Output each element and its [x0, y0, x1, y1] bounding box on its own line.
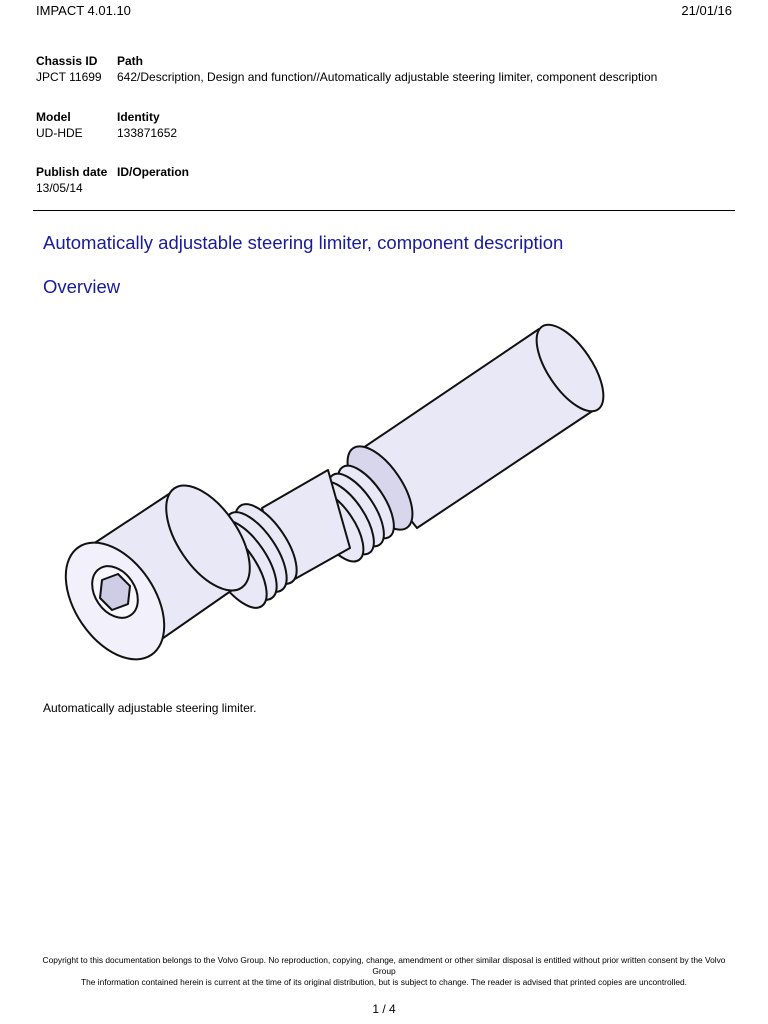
meta-row-chassis-path: [36, 54, 657, 84]
page-number: 1 / 4: [372, 1002, 396, 1016]
identity-label: Identity: [117, 110, 160, 124]
document-title: Automatically adjustable steering limiter, component description: [43, 232, 564, 253]
copyright-notice: [30, 955, 738, 988]
chassis-id-label: Chassis ID: [36, 54, 98, 68]
steering-limiter-illustration: [60, 318, 620, 688]
identity-value: 133871652: [117, 126, 178, 140]
model-label: Model: [36, 110, 71, 124]
path-label: Path: [117, 54, 144, 68]
id-operation-label: ID/Operation: [117, 165, 190, 179]
publish-date-label: Publish date: [36, 165, 108, 179]
header-divider: [33, 210, 735, 211]
copyright-line: Copyright to this documentation belongs to the Volvo Group. No reproduction, copying, change, amendment or other similar disposal is entitled without prior written consent by the Volvo Group: [42, 955, 726, 976]
section-heading: Overview: [43, 276, 121, 297]
chassis-id-value: JPCT 11699: [36, 70, 102, 84]
path-value: 642/Description, Design and function//Automatically adjustable steering limiter, component description: [117, 70, 658, 84]
publish-date-value: 13/05/14: [36, 181, 83, 195]
figure-caption: Automatically adjustable steering limiter.: [43, 701, 257, 715]
model-value: UD-HDE: [36, 126, 83, 140]
meta-row-model-identity: [36, 110, 177, 140]
meta-row-publish-operation: [36, 165, 189, 195]
print-date: 21/01/16: [681, 3, 732, 18]
app-version: IMPACT 4.01.10: [36, 3, 131, 18]
disclaimer-line: The information contained herein is current at the time of its original distribution, but is subject to change. The reader is advised that printed copies are uncontrolled.: [81, 976, 687, 987]
